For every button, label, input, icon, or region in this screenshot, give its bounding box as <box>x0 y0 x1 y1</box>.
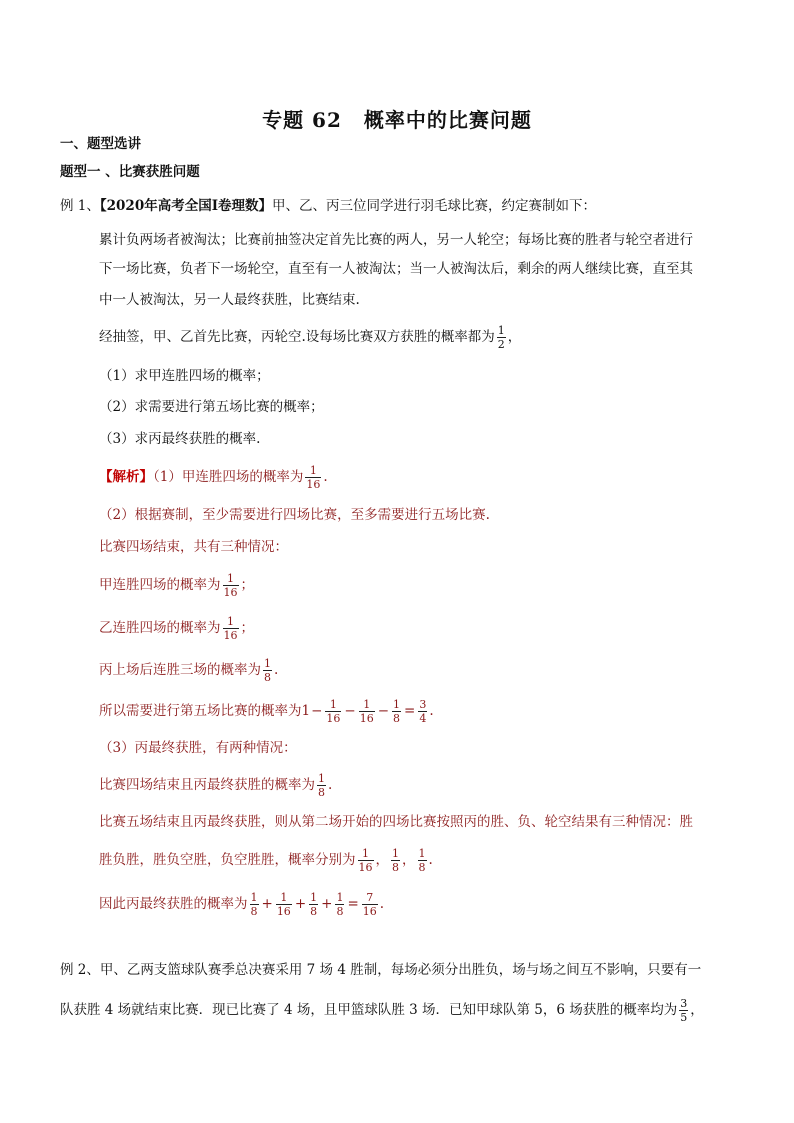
fraction-1-16: $\frac{1}{16}$ <box>223 572 238 599</box>
fraction-1-16: $\frac{1}{16}$ <box>326 698 341 725</box>
title-text: 概率中的比赛问题 <box>363 108 532 132</box>
solution-6: 丙上场后连胜三场的概率为 $\frac{1}{8}$ . <box>99 657 279 684</box>
solution-5: 乙连胜四场的概率为 $\frac{1}{16}$ ； <box>99 615 254 642</box>
example1-header <box>60 196 596 216</box>
setup-line: 经抽签，甲、乙首先比赛，丙轮空.设每场比赛双方获胜的概率都为 $\frac{1}{2}$ ， <box>99 324 522 351</box>
fraction-1-8: $\frac{1}{8}$ <box>264 657 271 684</box>
rule-line-2: 下一场比赛，负者下一场轮空，直至有一人被淘汰；当一人被淘汰后，剩余的两人继续比赛，直至其 <box>99 261 693 277</box>
fraction-1-8: $\frac{1}{8}$ <box>392 847 399 874</box>
page-title <box>0 104 794 133</box>
solution-4: 甲连胜四场的概率为 $\frac{1}{16}$ ； <box>99 572 254 599</box>
fraction-7-16: $\frac{7}{16}$ <box>362 891 377 918</box>
rule-line-1: 累计负两场者被淘汰；比赛前抽签决定首先比赛的两人，另一人轮空；每场比赛的胜者与轮空者进行 <box>99 232 693 248</box>
section-heading: 一、题型选讲 <box>60 136 141 152</box>
solution-2: （2）根据赛制，至少需要进行四场比赛，至多需要进行五场比赛. <box>99 507 490 523</box>
fraction-3-5: $\frac{3}{5}$ <box>680 997 688 1024</box>
example1-source: 【2020年高考全国Ⅰ卷理数】 <box>99 198 273 214</box>
fraction-one-half: $\frac{1}{2}$ <box>497 324 505 351</box>
fraction-1-8: $\frac{1}{8}$ <box>418 847 426 874</box>
solution-8: （3）丙最终获胜，有两种情况： <box>99 740 297 756</box>
fraction-1-16: $\frac{1}{16}$ <box>359 698 374 725</box>
type-heading: 题型一 、比赛获胜问题 <box>60 164 200 180</box>
fraction-3-4: $\frac{3}{4}$ <box>419 698 427 725</box>
title-number: 专题 62 <box>262 108 342 132</box>
example2-line-2: 队获胜 4 场就结束比赛．现已比赛了 4 场，且甲篮球队胜 3 场．已知甲球队第 5，6 场获胜的概率均为 $\frac{3}{5}$ ， <box>60 997 704 1024</box>
solution-11: 因此丙最终获胜的概率为 $\frac{1}{8}$ + $\frac{1}{16}$ + $\frac{1}{8}$ + $\frac{1}{8}$ = $\frac{7}{16}$ . <box>99 891 385 918</box>
question-3: （3）求丙最终获胜的概率. <box>99 431 261 447</box>
solution-3: 比赛四场结束，共有三种情况： <box>99 539 288 555</box>
question-1: （1）求甲连胜四场的概率； <box>99 368 270 384</box>
fraction-1-16: $\frac{1}{16}$ <box>223 615 238 642</box>
setup-text: 经抽签，甲、乙首先比赛，丙轮空.设每场比赛双方获胜的概率都为 <box>99 329 495 345</box>
fraction-1-8: $\frac{1}{8}$ <box>393 698 401 725</box>
question-2: （2）求需要进行第五场比赛的概率； <box>99 399 324 415</box>
solution-10a: 比赛五场结束且丙最终获胜，则从第二场开始的四场比赛按照丙的胜、负、轮空结果有三种情况：胜 <box>99 814 693 830</box>
example1-label: 例 1、 <box>60 198 100 214</box>
fraction-1-16: $\frac{1}{16}$ <box>276 891 291 918</box>
solution-tag: 【解析】 <box>99 469 153 485</box>
fraction-1-8: $\frac{1}{8}$ <box>318 772 325 799</box>
example2-line-1: 例 2、甲、乙两支篮球队赛季总决赛采用 7 场 4 胜制，每场必须分出胜负，场与场之间互不影响，只要有一 <box>60 962 702 978</box>
fraction-1-8: $\frac{1}{8}$ <box>336 891 344 918</box>
fraction-1-16: $\frac{1}{16}$ <box>306 464 321 491</box>
fraction-1-16: $\frac{1}{16}$ <box>358 847 373 874</box>
solution-7: 所以需要进行第五场比赛的概率为1− $\frac{1}{16}$ − $\frac{1}{16}$ − $\frac{1}{8}$ = $\frac{3}{4}$ . <box>99 698 434 725</box>
fraction-1-8: $\frac{1}{8}$ <box>310 891 318 918</box>
rule-line-3: 中一人被淘汰，另一人最终获胜，比赛结束. <box>99 292 360 308</box>
fraction-1-8: $\frac{1}{8}$ <box>250 891 258 918</box>
solution-1: 【解析】（1）甲连胜四场的概率为 $\frac{1}{16}$ . <box>99 464 328 491</box>
example1-intro: 甲、乙、丙三位同学进行羽毛球比赛，约定赛制如下： <box>272 198 597 214</box>
solution-9: 比赛四场结束且丙最终获胜的概率为 $\frac{1}{8}$ . <box>99 772 333 799</box>
solution-10b: 胜负胜，胜负空胜，负空胜胜，概率分别为 $\frac{1}{16}$ ， $\frac{1}{8}$ ， $\frac{1}{8}$ . <box>99 847 433 874</box>
